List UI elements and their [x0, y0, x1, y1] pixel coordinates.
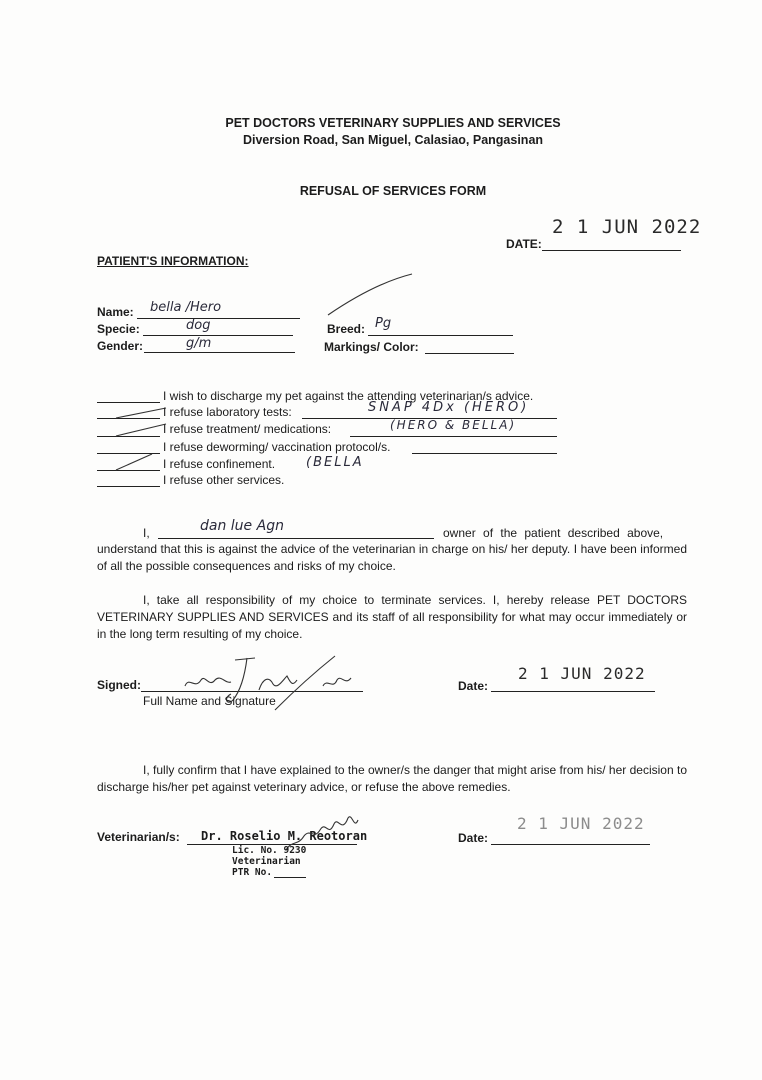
option-handwritten: (BELLA: [306, 455, 364, 470]
veterinarian-label: Veterinarian/s:: [97, 830, 180, 844]
name-value: bella /Hero: [150, 300, 222, 315]
signed-date-stamp: 2 1 JUN 2022: [518, 664, 646, 683]
signed-date-line: [491, 691, 655, 692]
vet-date-stamp: 2 1 JUN 2022: [517, 814, 645, 833]
signature-sublabel: Full Name and Signature: [143, 694, 276, 708]
owner-text-1: owner of the patient described above,: [443, 526, 664, 540]
markings-label: Markings/ Color:: [324, 340, 419, 354]
veterinarian-license: Lic. No. 9230: [232, 845, 307, 856]
option-checkbox-line[interactable]: [97, 486, 160, 487]
patient-section-title: PATIENT'S INFORMATION:: [97, 254, 249, 268]
gender-line: [144, 352, 295, 353]
option-text: I refuse deworming/ vaccination protocol/s.: [163, 440, 391, 454]
ptr-line: [274, 877, 306, 878]
vet-date-line: [491, 844, 650, 845]
gender-value: g/m: [186, 336, 212, 351]
option-text: I refuse confinement.: [163, 457, 276, 471]
signed-date-label: Date:: [458, 679, 489, 693]
veterinarian-ptr: PTR No.: [232, 867, 273, 878]
owner-text-2: understand that this is against the advice of the veterinarian in charge on his/ her deputy. I have been informed of all the possible consequences and risks of my choice.: [97, 542, 687, 573]
breed-value: Pg: [375, 316, 392, 331]
name-line: [137, 318, 300, 319]
option-text: I refuse treatment/ medications:: [163, 422, 332, 436]
top-date-stamp: 2 1 JUN 2022: [552, 216, 702, 238]
veterinarian-title: Veterinarian: [232, 856, 301, 867]
form-title: REFUSAL OF SERVICES FORM: [299, 184, 487, 198]
vet-date-label: Date:: [458, 831, 489, 845]
company-address: Diversion Road, San Miguel, Calasiao, Pangasinan: [242, 133, 544, 147]
specie-value: dog: [186, 318, 211, 333]
option-text: I refuse other services.: [163, 473, 285, 487]
markings-line: [425, 353, 514, 354]
company-name: PET DOCTORS VETERINARY SUPPLIES AND SERVICES: [225, 116, 561, 130]
breed-line: [368, 335, 513, 336]
veterinarian-name: Dr. Roselio M. Reotoran: [201, 829, 368, 843]
gender-label: Gender:: [97, 339, 144, 353]
option-handwritten: (HERO & BELLA): [390, 418, 517, 432]
specie-label: Specie:: [97, 322, 140, 336]
owner-name-value: dan lue Agn: [200, 518, 284, 534]
top-date-line: [542, 250, 681, 251]
owner-name-line: [158, 538, 434, 539]
name-label: Name:: [97, 305, 134, 319]
breed-label: Breed:: [327, 322, 366, 336]
option-answer-line: [412, 453, 557, 454]
option-text: I refuse laboratory tests:: [163, 405, 292, 419]
specie-line: [143, 335, 293, 336]
responsibility-paragraph: I, take all responsibility of my choice to terminate services. I, hereby release PET DOCTORS VETERINARY SUPPLIES AND SERVICES and its staff of all responsibility for what may occur immediately or in the long term resulting of my choice.: [97, 593, 687, 641]
slash-mark: [320, 270, 420, 320]
option-answer-line: [350, 436, 557, 437]
option-handwritten: SNAP 4Dx (HERO): [368, 400, 530, 415]
signed-label: Signed:: [97, 678, 141, 692]
owner-prefix: I,: [143, 526, 150, 540]
top-date-label: DATE:: [506, 237, 542, 251]
confirmation-paragraph: I, fully confirm that I have explained to the owner/s the danger that might arise from his/ her decision to discharge his/her pet against veterinary advice, or refuse the above remedies.: [97, 763, 687, 794]
option-text: I wish to discharge my pet against the attending veterinarian/s advice.: [163, 389, 534, 403]
